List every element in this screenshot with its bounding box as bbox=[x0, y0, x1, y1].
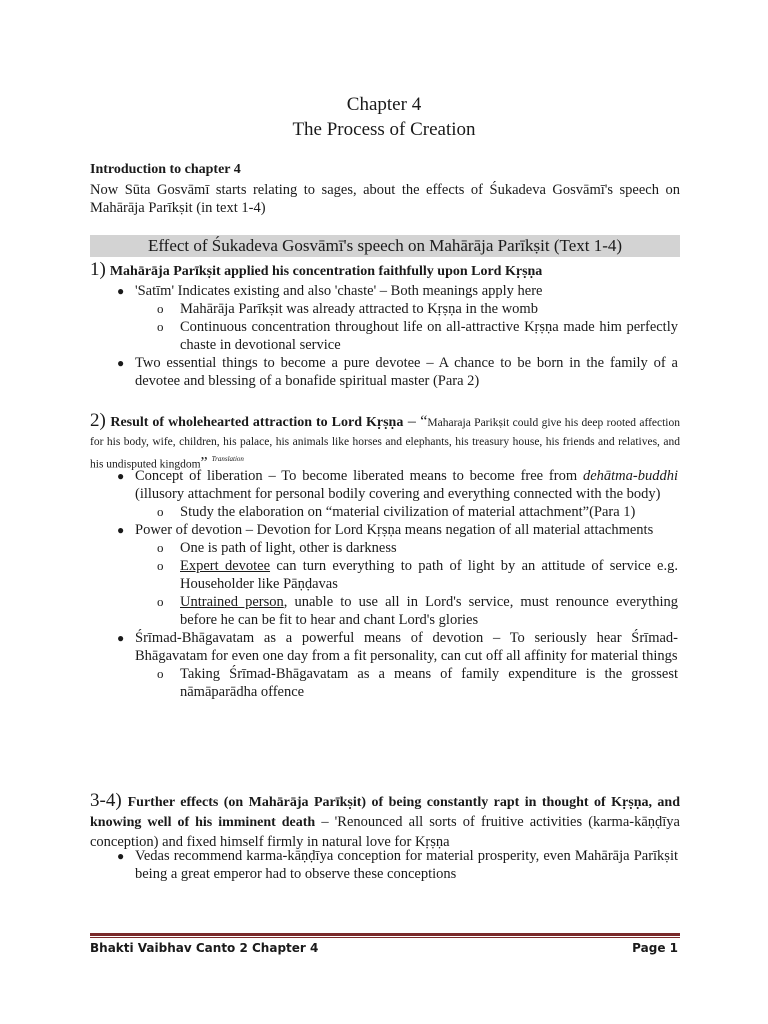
sub-list-item bbox=[135, 300, 678, 318]
point-2-heading bbox=[90, 412, 680, 473]
list-item-text: Power of devotion – Devotion for Lord Kṛṣṇa means negation of all material attachments bbox=[135, 522, 654, 538]
sub-list-item-text: Mahārāja Parīkṣit was already attracted to Kṛṣṇa in the womb bbox=[180, 301, 538, 317]
list-item-text: Śrīmad-Bhāgavatam as a powerful means of devotion – To seriously hear Śrīmad-Bhāgavatam for even one day from a fit personality, can cut off all affinity for material things bbox=[135, 630, 678, 664]
footer-book-title: Bhakti Vaibhav Canto 2 Chapter 4 bbox=[90, 941, 319, 955]
list-item-italic: dehātma-buddhi bbox=[582, 468, 678, 484]
bullet-icon: ● bbox=[117, 356, 125, 370]
point-2-quote-close: ” bbox=[200, 454, 208, 472]
point-2-quote: Maharaja Parikṣit could give his deep rooted affection for his body, wife, children, his palace, his animals like horses and elephants, his treasury house, his friends and relatives, and his undisputed kingdom bbox=[90, 417, 681, 471]
sub-list bbox=[135, 503, 678, 521]
sub-list bbox=[135, 665, 678, 701]
intro-heading: Introduction to chapter 4 bbox=[90, 162, 241, 177]
point-1-heading bbox=[90, 261, 680, 281]
list-item bbox=[112, 629, 678, 701]
bullet-icon: ● bbox=[117, 469, 125, 483]
circle-bullet-icon: o bbox=[157, 319, 164, 334]
bullet-icon: ● bbox=[117, 523, 125, 537]
footer-page-number: Page 1 bbox=[632, 941, 678, 955]
bullet-icon: ● bbox=[117, 849, 125, 863]
point-2-number: 2) bbox=[90, 410, 106, 431]
bullet-icon: ● bbox=[117, 631, 125, 645]
bullet-icon: ● bbox=[117, 284, 125, 298]
intro-text: Now Sūta Gosvāmī starts relating to sages, about the effects of Śukadeva Gosvāmī's speech on Mahārāja Parīkṣit (in text 1-4) bbox=[90, 182, 680, 216]
point-2-dash: – “ bbox=[403, 413, 428, 430]
sub-list-item-text: One is path of light, other is darkness bbox=[180, 540, 397, 556]
sub-list bbox=[135, 300, 678, 354]
circle-bullet-icon: o bbox=[157, 666, 164, 681]
point-1-number: 1) bbox=[90, 259, 106, 280]
sub-list-item bbox=[135, 503, 678, 521]
point-3-4-number: 3-4) bbox=[90, 790, 122, 811]
circle-bullet-icon: o bbox=[157, 301, 164, 316]
circle-bullet-icon: o bbox=[157, 594, 164, 609]
point-3-4-heading bbox=[90, 791, 680, 852]
sub-list-item-text: Taking Śrīmad-Bhāgavatam as a means of family expenditure is the grossest nāmāparādha offence bbox=[180, 666, 678, 700]
sub-list-item bbox=[135, 557, 678, 593]
footer-rule bbox=[90, 933, 680, 936]
sub-list-item-underlined: Untrained person bbox=[180, 594, 284, 610]
point-3-4-list bbox=[112, 847, 678, 883]
sub-list-item-text: Continuous concentration throughout life on all-attractive Kṛṣṇa made him perfectly chaste in devotional service bbox=[180, 319, 678, 353]
list-item-text-rest: (illusory attachment for personal bodily covering and everything connected with the body) bbox=[135, 486, 661, 502]
circle-bullet-icon: o bbox=[157, 558, 164, 573]
circle-bullet-icon: o bbox=[157, 504, 164, 519]
circle-bullet-icon: o bbox=[157, 540, 164, 555]
list-item bbox=[112, 354, 678, 390]
sub-list-item bbox=[135, 665, 678, 701]
point-1-title: Mahārāja Parīkṣit applied his concentration faithfully upon Lord Kṛṣṇa bbox=[109, 264, 543, 279]
list-item-text: 'Satīm' Indicates existing and also 'chaste' – Both meanings apply here bbox=[135, 283, 543, 299]
point-3-4-text: – 'Renounced all sorts of fruitive activities (karma-kāṇḍīya conception) and fixed himself firmly in natural love for Kṛṣṇa bbox=[90, 814, 680, 850]
list-item-text: Vedas recommend karma-kāṇḍīya conception for material prosperity, even Mahārāja Parīkṣit being a great emperor had to observe these conceptions bbox=[135, 848, 678, 882]
point-2-list bbox=[112, 467, 678, 701]
chapter-title: The Process of Creation bbox=[292, 119, 476, 140]
sub-list-item-underlined: Expert devotee bbox=[180, 558, 271, 574]
point-1-list bbox=[112, 282, 678, 390]
chapter-number: Chapter 4 bbox=[346, 94, 422, 115]
sub-list bbox=[135, 539, 678, 629]
section-heading: Effect of Śukadeva Gosvāmī's speech on Mahārāja Parīkṣit (Text 1-4) bbox=[90, 235, 680, 257]
point-3-4-title: Further effects (on Mahārāja Parīkṣit) of being constantly rapt in thought of Kṛṣṇa, and knowing well of his imminent death bbox=[90, 795, 680, 830]
list-item bbox=[112, 847, 678, 883]
sub-list-item-text: Study the elaboration on “material civilization of material attachment”(Para 1) bbox=[180, 504, 636, 520]
sub-list-item-text: , unable to use all in Lord's service, must renounce everything before he can be fit to hear and chant Lord's glories bbox=[180, 594, 678, 628]
point-2-title: Result of wholehearted attraction to Lord Kṛṣṇa bbox=[110, 415, 404, 430]
list-item bbox=[112, 521, 678, 629]
sub-list-item bbox=[135, 539, 678, 557]
translation-note: Translation bbox=[211, 455, 244, 463]
footer-rule-thin bbox=[90, 937, 680, 938]
sub-list-item bbox=[135, 593, 678, 629]
list-item bbox=[112, 467, 678, 521]
list-item bbox=[112, 282, 678, 354]
sub-list-item bbox=[135, 318, 678, 354]
list-item-text: Two essential things to become a pure devotee – A chance to be born in the family of a devotee and blessing of a bonafide spiritual master (Para 2) bbox=[135, 355, 678, 389]
sub-list-item-text: can turn everything to path of light by an attitude of service e.g. Householder like Pāṇḍavas bbox=[180, 558, 678, 592]
list-item-text: Concept of liberation – To become liberated means to become free from bbox=[135, 468, 583, 484]
